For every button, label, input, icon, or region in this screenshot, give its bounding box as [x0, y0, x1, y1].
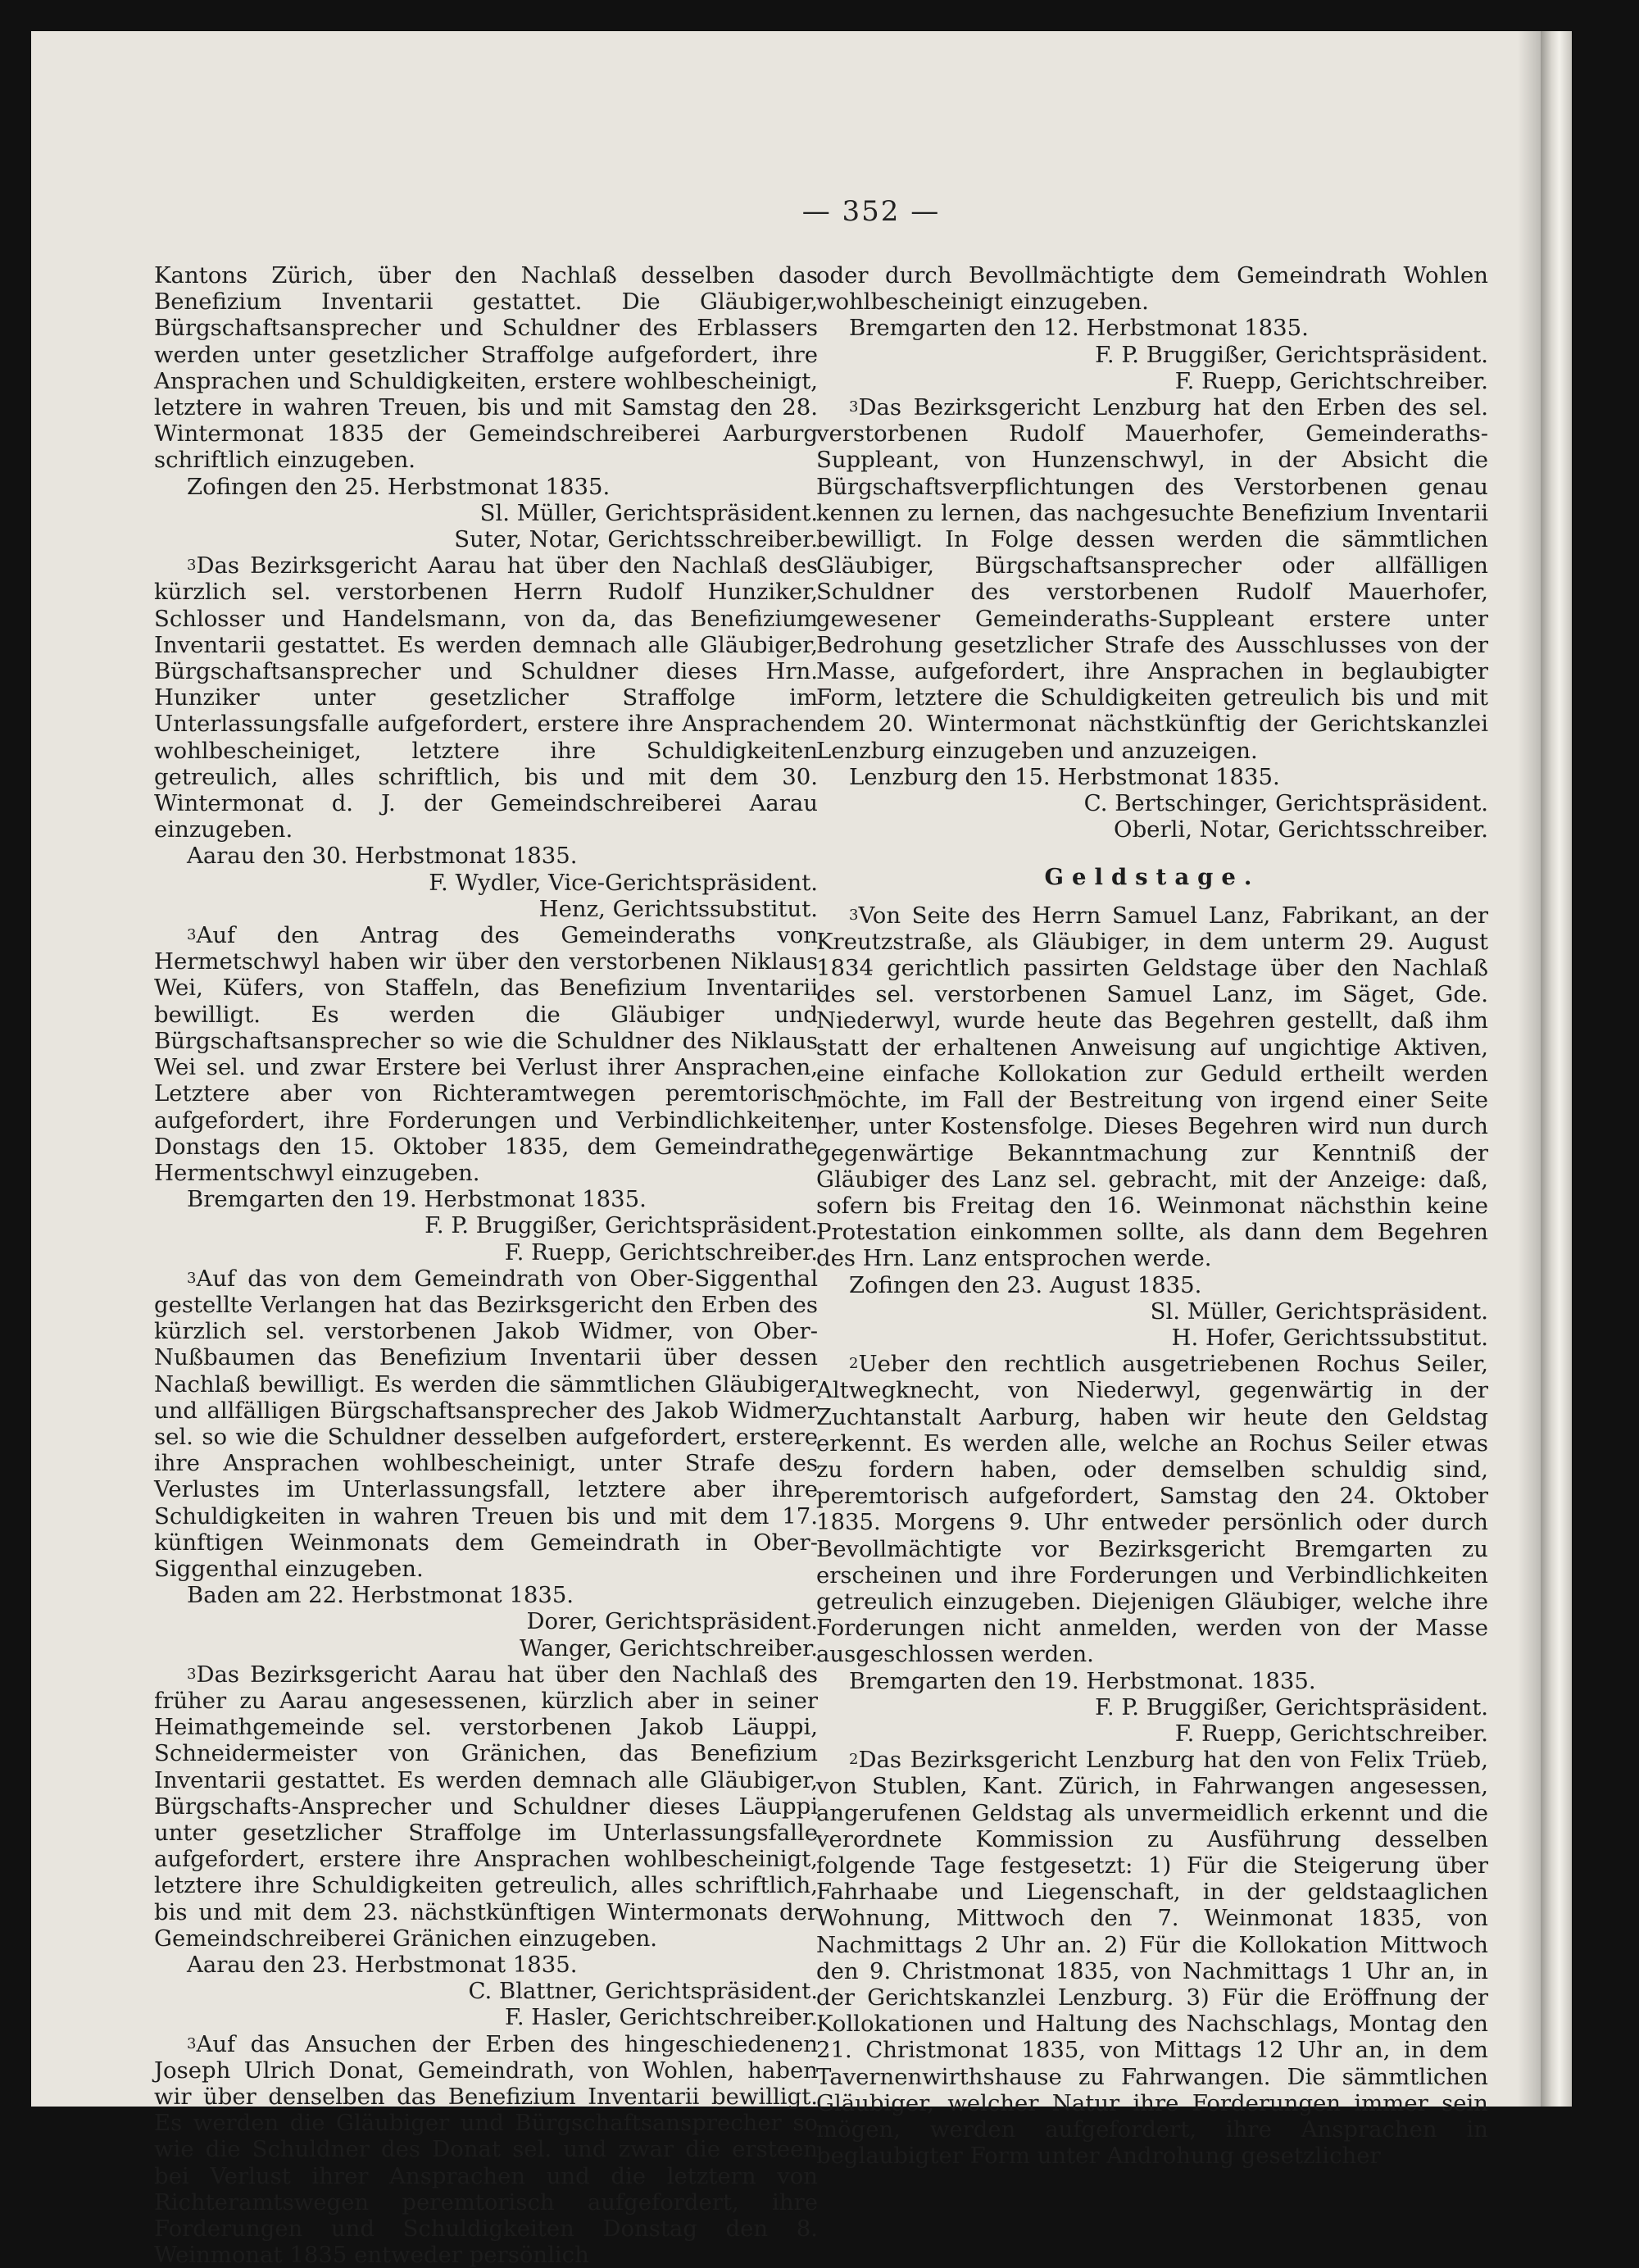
notice-paragraph: [816, 1351, 1488, 1667]
notice-text: Auf das Ansuchen der Erben des hingeschiedenen Joseph Ulrich Donat, Gemeindrath, von Wohlen, haben wir über denselben das Benefizium Inventarii bewilligt. Es werden die Gläubiger und Bürgschaftsansprecher so wie die Schuldner des Donat sel. und zwar die ersteen bei Verlust ihrer Ansprachen und die letztern von Richteramtswegen peremtorisch aufgefordert, ihre Forderungen und Schuldigkeiten Donstag den 8. Weinmonat 1835 entweder persönlich: [154, 2030, 818, 2268]
notice-signature: H. Hofer, Gerichtssubstitut.: [1171, 1324, 1488, 1351]
notice-mark: 3: [187, 1665, 197, 1683]
notice-date: Baden am 22. Herbstmonat 1835.: [187, 1582, 574, 1609]
notice-signature: Suter, Notar, Gerichtsschreiber.: [454, 526, 818, 553]
notice-signature: F. Hasler, Gerichtschreiber.: [505, 2004, 818, 2031]
notice-signature: Henz, Gerichtssubstitut.: [538, 895, 818, 922]
notice-text: Auf den Antrag des Gemeinderaths von Hermetschwyl haben wir über den verstorbenen Niklaus Wei, Küfers, von Staffeln, das Benefizium Inventarii bewilligt. Es werden die Gläubiger und Bürgschaftsansprecher so wie die Schuldner des Niklaus Wei sel. und zwar Erstere bei Verlust ihrer Ansprachen, Letztere aber von Richteramtwegen peremtorisch aufgefordert, ihre Forderungen und Verbindlichkeiten Donstags den 15. Oktober 1835, dem Gemeindrathe Hermentschwyl einzugeben.: [154, 922, 818, 1186]
notice-paragraph: [816, 1747, 1488, 2169]
notice-paragraph: [154, 2031, 818, 2268]
notice-signature: Sl. Müller, Gerichtspräsident.: [1150, 1298, 1488, 1325]
notice-signature: Oberli, Notar, Gerichtsschreiber.: [1114, 816, 1488, 843]
notice-text: Das Bezirksgericht Aarau hat über den Nachlaß des früher zu Aarau angesessenen, kürzlich aber in seiner Heimathgemeinde sel. verstorbenen Jakob Läuppi, Schneidermeister von Gränichen, das Benefizium Inventarii gestattet. Es werden demnach alle Gläubiger, Bürgschafts-Ansprecher und Schuldner dieses Läuppi unter gesetzlicher Straffolge im Unterlassungsfalle aufgefordert, erstere ihre Ansprachen wohlbescheinigt, letztere ihre Schuldigkeiten getreulich, alles schriftlich, bis und mit dem 23. nächstkünftigen Wintermonats der Gemeindschreiberei Gränichen einzugeben.: [154, 1661, 818, 1952]
notice-date: Bremgarten den 12. Herbstmonat 1835.: [849, 315, 1309, 342]
newspaper-page: [31, 31, 1572, 2268]
notice-date: Zofingen den 25. Herbstmonat 1835.: [187, 473, 611, 500]
notice-signature: F. Ruepp, Gerichtschreiber.: [1174, 1720, 1488, 1747]
notice-signature: F. Wydler, Vice-Gerichtspräsident.: [429, 869, 818, 896]
notice-signature: Wanger, Gerichtschreiber.: [520, 1634, 818, 1661]
notice-paragraph: [816, 394, 1488, 764]
notice-date: Bremgarten den 19. Herbstmonat. 1835.: [849, 1667, 1316, 1694]
notice-text: Das Bezirksgericht Lenzburg hat den Erben des sel. verstorbenen Rudolf Mauerhofer, Gemeinderaths-Suppleant, von Hunzenschwyl, in der Absicht die Bürgschaftsverpflichtungen des Verstorbenen genau kennen zu lernen, das nachgesuchte Benefizium Inventarii bewilligt. In Folge dessen werden die sämmtlichen Gläubiger, Bürgschaftsansprecher oder allfälligen Schuldner des verstorbenen Rudolf Mauerhofer, gewesener Gemeinderaths-Suppleant erstere unter Bedrohung gesetzlicher Strafe des Ausschlusses von der Masse, aufgefordert, ihre Ansprachen in beglaubigter Form, letztere die Schuldigkeiten getreulich bis und mit dem 20. Wintermonat nächstkünftig der Gerichtskanzlei Lenzburg einzugeben und anzuzeigen.: [816, 394, 1488, 764]
notice-text: Von Seite des Herrn Samuel Lanz, Fabrikant, an der Kreutzstraße, als Gläubiger, in dem unterm 29. August 1834 gerichtlich passirten Geldstage über den Nachlaß des sel. verstorbenen Samuel Lanz, im Säget, Gde. Niederwyl, wurde heute das Begehren gestellt, daß ihm statt der erhaltenen Anweisung auf ungichtige Aktiven, eine einfache Kollokation zur Geduld ertheilt werden möchte, im Fall der Bestreitung von irgend einer Seite her, unter Kostensfolge. Dieses Begehren wird nun durch gegenwärtige Bekanntmachung zur Kenntniß der Gläubiger des Lanz sel. gebracht, mit der Anzeige: daß, sofern bis Freitag den 16. Weinmonat nächsthin keine Protestation einkommen sollte, als dann dem Begehren des Hrn. Lanz entsprochen werde.: [816, 902, 1488, 1272]
notice-text: Auf das von dem Gemeindrath von Ober-Siggenthal gestellte Verlangen hat das Bezirksgericht den Erben des kürzlich sel. verstorbenen Jakob Widmer, von Ober-Nußbaumen das Benefizium Inventarii über dessen Nachlaß bewilligt. Es werden die sämmtlichen Gläubiger und allfälligen Bürgschaftsansprecher des Jakob Widmer sel. so wie die Schuldner desselben aufgefordert, erstere ihre Ansprachen wohlbescheinigt, unter Strafe des Verlustes im Unterlassungsfall, letztere aber ihre Schuldigkeiten in wahren Treuen bis und mit dem 17. künftigen Weinmonats dem Gemeindrath in Ober-Siggenthal einzugeben.: [154, 1265, 818, 1582]
notice-signature: C. Blattner, Gerichtspräsident.: [468, 1978, 818, 2005]
notice-date: Aarau den 23. Herbstmonat 1835.: [187, 1952, 578, 1978]
page-curl: [1541, 31, 1572, 2107]
notice-date: Zofingen den 23. August 1835.: [849, 1271, 1202, 1298]
notice-mark: 3: [187, 1269, 197, 1287]
notice-mark: 2: [849, 1355, 859, 1373]
notice-continuation: Kantons Zürich, über den Nachlaß desselben das Benefizium Inventarii gestattet. Die Gläubiger, Bürgschaftsansprecher und Schuldner des Erblassers werden unter gesetzlicher Straffolge aufgefordert, ihre Ansprachen und Schuldigkeiten, erstere wohlbescheinigt, letztere in wahren Treuen, bis und mit Samstag den 28. Wintermonat 1835 der Gemeindschreiberei Aarburg schriftlich einzugeben.: [154, 262, 818, 474]
notice-paragraph: [154, 922, 818, 1186]
notice-paragraph: [154, 1661, 818, 1952]
notice-text: Ueber den rechtlich ausgetriebenen Rochus Seiler, Altwegknecht, von Niederwyl, gegenwärtig in der Zuchtanstalt Aarburg, haben wir heute den Geldstag erkennt. Es werden alle, welche an Rochus Seiler etwas zu fordern haben, oder demselben schuldig sind, peremtorisch aufgefordert, Samstag den 24. Oktober 1835. Morgens 9. Uhr entweder persönlich oder durch Bevollmächtigte vor Bezirksgericht Bremgarten zu erscheinen und ihre Forderungen und Verbindlichkeiten getreulich einzugeben. Diejenigen Gläubiger, welche ihre Forderungen nicht anmelden, werden von der Masse ausgeschlossen werden.: [816, 1351, 1488, 1668]
notice-mark: 3: [187, 557, 197, 575]
notice-date: Lenzburg den 15. Herbstmonat 1835.: [849, 763, 1280, 790]
notice-date: Aarau den 30. Herbstmonat 1835.: [187, 843, 578, 870]
notice-text: Das Bezirksgericht Lenzburg hat den von Felix Trüeb, von Stublen, Kant. Zürich, in Fahrwangen angesessen, angerufenen Geldstag als unvermeidlich erkennt und die verordnete Kommission zu Ausführung desselben folgende Tage festgesetzt: 1) Für die Steigerung über Fahrhaabe und Liegenschaft, in der geldstaaglichen Wohnung, Mittwoch den 7. Weinmonat 1835, von Nachmittags 2 Uhr an. 2) Für die Kollokation Mittwoch den 9. Christmonat 1835, von Nachmittags 1 Uhr an, in der Gerichtskanzlei Lenzburg. 3) Für die Eröffnung der Kollokationen und Haltung des Nachschlags, Montag den 21. Christmonat 1835, von Mittags 12 Uhr an, in dem Tavernenwirthshause zu Fahrwangen. Die sämmtlichen Gläubiger, welcher Natur ihre Forderungen immer sein mögen, werden aufgefordert, ihre Ansprachen in beglaubigter Form unter Androhung gesetzlicher: [816, 1747, 1488, 2170]
notice-signature: F. P. Bruggißer, Gerichtspräsident.: [1095, 1693, 1488, 1720]
page-number: — 352 —: [801, 195, 941, 228]
notice-signature: Sl. Müller, Gerichtspräsident.: [479, 499, 818, 526]
notice-text: Das Bezirksgericht Aarau hat über den Nachlaß des kürzlich sel. verstorbenen Herrn Rudolf Hunziker, Schlosser und Handelsmann, von da, das Benefizium Inventarii gestattet. Es werden demnach alle Gläubiger, Bürgschaftsansprecher und Schuldner dieses Hrn. Hunziker unter gesetzlicher Straffolge im Unterlassungsfalle aufgefordert, erstere ihre Ansprachen wohlbescheiniget, letztere ihre Schuldigkeiten getreulich, alles schriftlich, bis und mit dem 30. Wintermonat d. J. der Gemeindschreiberei Aarau einzugeben.: [154, 552, 818, 843]
section-heading: Geldstage.: [1044, 864, 1260, 891]
notice-signature: F. P. Bruggißer, Gerichtspräsident.: [425, 1212, 818, 1239]
notice-mark: 3: [187, 2034, 197, 2052]
notice-signature: F. Ruepp, Gerichtschreiber.: [1174, 367, 1488, 394]
left-column: [154, 262, 818, 2268]
notice-signature: C. Bertschinger, Gerichtspräsident.: [1083, 790, 1488, 817]
page-edge-shadow: [1518, 31, 1541, 2107]
notice-signature: F. Ruepp, Gerichtschreiber.: [504, 1239, 818, 1266]
notice-continuation: oder durch Bevollmächtigte dem Gemeindrath Wohlen wohlbescheinigt einzugeben.: [816, 262, 1488, 316]
notice-paragraph: [816, 902, 1488, 1272]
notice-paragraph: [154, 552, 818, 843]
notice-signature: Dorer, Gerichtspräsident.: [526, 1608, 818, 1635]
notice-paragraph: [154, 1266, 818, 1582]
notice-signature: F. P. Bruggißer, Gerichtspräsident.: [1095, 341, 1488, 368]
notice-mark: 3: [187, 926, 197, 944]
notice-mark: 3: [849, 906, 859, 924]
notice-date: Bremgarten den 19. Herbstmonat 1835.: [187, 1186, 647, 1213]
notice-mark: 2: [849, 1751, 859, 1769]
notice-mark: 3: [849, 398, 859, 416]
right-column: [816, 262, 1488, 2170]
